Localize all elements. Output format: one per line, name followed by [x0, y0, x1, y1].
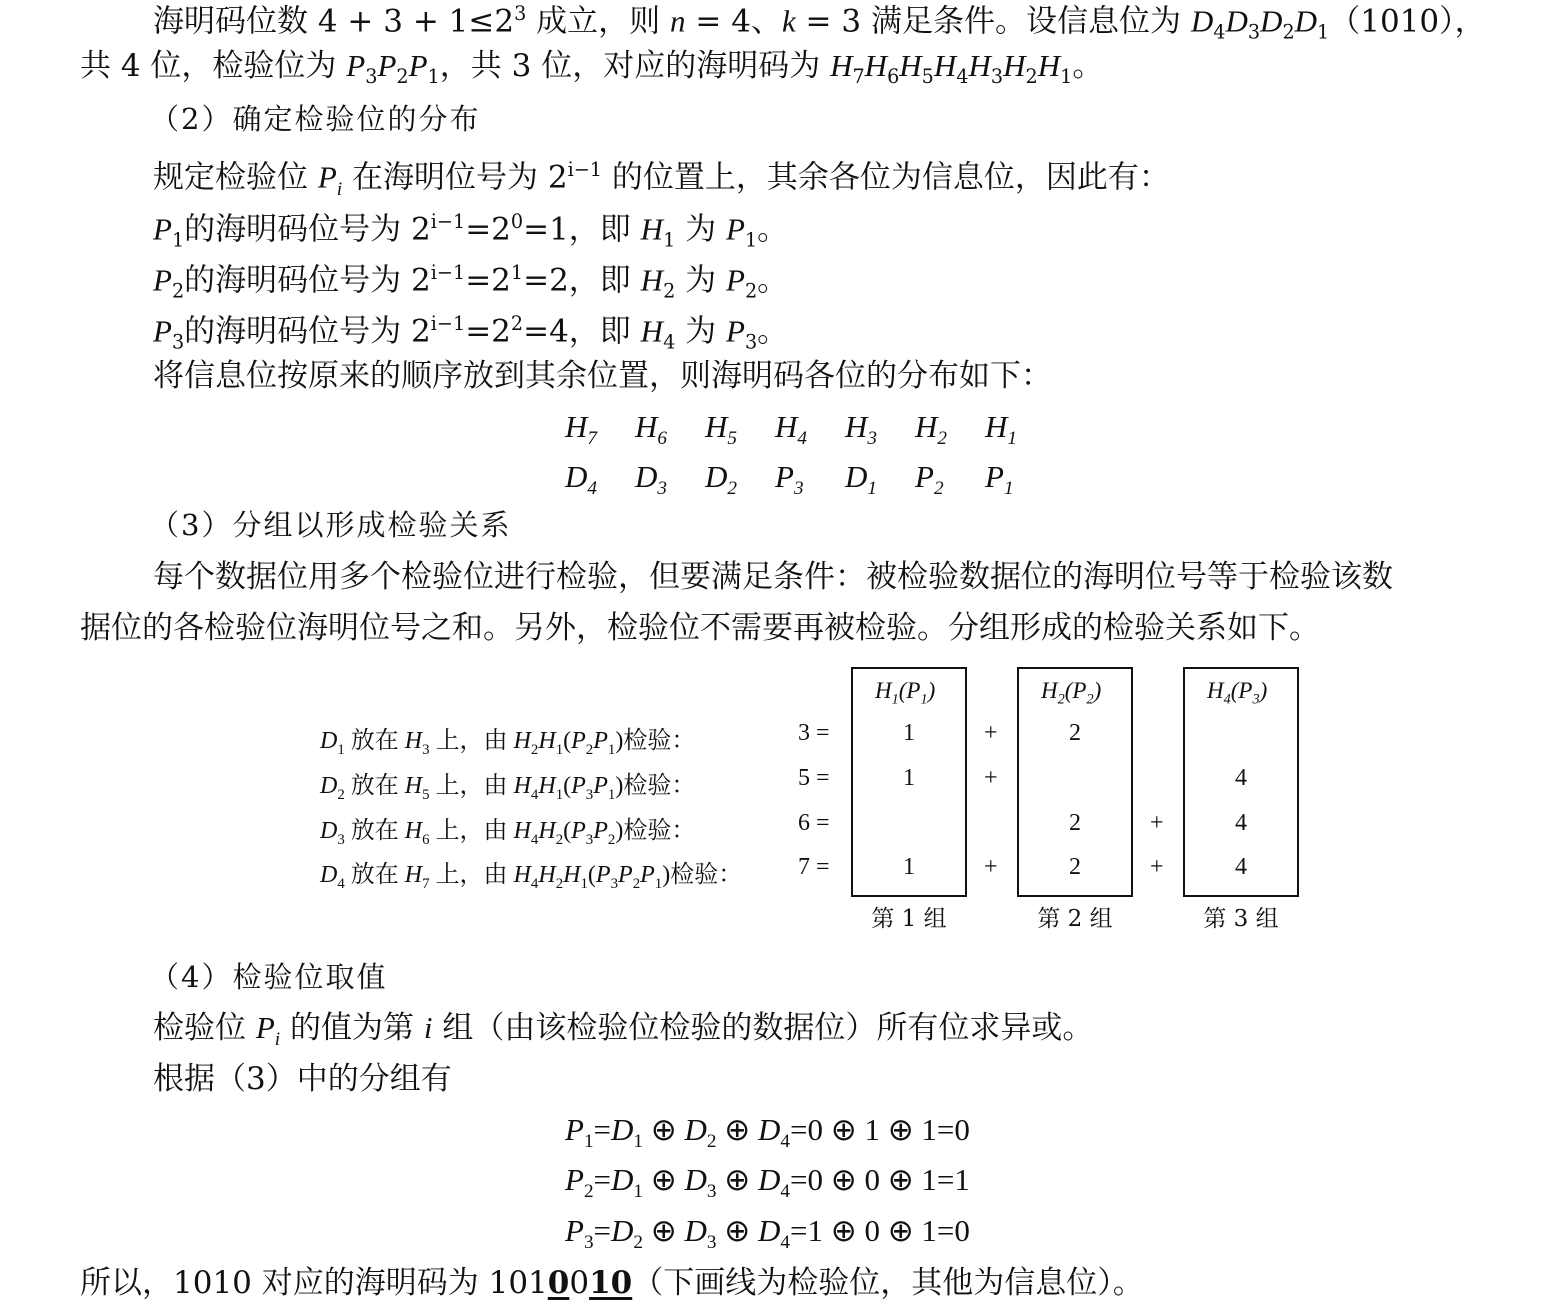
grid-row-positions: [565, 405, 1055, 455]
row-sum-7: 7 =: [798, 854, 830, 880]
group-3-value: 4: [1235, 765, 1247, 791]
equation-p3: $P_3=D_2$ ⊕ $D_3$ ⊕ $D_4=1$ ⊕ 0 ⊕ 1=0: [565, 1213, 970, 1254]
check-row-d3: $D_3$ 放在 $H_6$ 上，由 $H_4H_2(P_3P_2)$检验：: [320, 818, 696, 848]
conclusion: 所以，1010 对应的海明码为 1010010（下画线为检验位，其他为信息位）。: [80, 1265, 1144, 1301]
grid-position-cell: $H_1$: [985, 409, 1017, 450]
equation-p2: $P_2=D_1$ ⊕ $D_3$ ⊕ $D_4=0$ ⊕ 0 ⊕ 1=1: [565, 1162, 970, 1203]
intro-line-2: 共 4 位，检验位为 $P_3P_2P_1$，共 3 位，对应的海明码为 $H_7H_6H_5H_4H_3H_2H_1$。: [80, 48, 1104, 89]
grid-bit-cell: $D_4$: [565, 459, 597, 500]
grid-bit-cell: $D_1$: [845, 459, 877, 500]
grid-position-cell: $H_3$: [845, 409, 877, 450]
group-2-value: 2: [1069, 854, 1081, 880]
section-3-para-2: 据位的各检验位海明位号之和。另外，检验位不需要再被检验。分组形成的检验关系如下。: [80, 610, 1320, 646]
section-3-para-1: 每个数据位用多个检验位进行检验，但要满足条件：被检验数据位的海明位号等于检验该数: [153, 559, 1393, 595]
grid-position-cell: $H_6$: [635, 409, 667, 450]
section-2-rule: 规定检验位 $P_i$ 在海明位号为 $2^{i-1}$ 的位置上，其余各位为信息位，因此有：: [153, 158, 1170, 200]
grid-bit-cell: $P_2$: [915, 459, 944, 500]
check-row-d4: $D_4$ 放在 $H_7$ 上，由 $H_4H_2H_1(P_3P_2P_1)$检验：: [320, 862, 743, 892]
section-3-heading: （3）分组以形成检验关系: [150, 508, 512, 542]
group-1-value: 1: [903, 765, 915, 791]
grid-bit-cell: $P_1$: [985, 459, 1014, 500]
row-sum-3: 3 =: [798, 720, 830, 746]
grid-bit-cell: $D_2$: [705, 459, 737, 500]
plus-sign: +: [984, 720, 998, 746]
plus-sign: +: [984, 765, 998, 791]
group-3-value: 4: [1235, 810, 1247, 836]
group-2-value: 2: [1069, 810, 1081, 836]
plus-sign: +: [1150, 810, 1164, 836]
plus-sign: +: [984, 854, 998, 880]
check-row-d2: $D_2$ 放在 $H_5$ 上，由 $H_4H_1(P_3P_1)$检验：: [320, 773, 696, 803]
group-2-label: 第 2 组: [1037, 906, 1113, 932]
grid-position-cell: $H_2$: [915, 409, 947, 450]
p1-position: $P_1$的海明码位号为 $2^{i-1}=2^0=1$，即 $H_1$ 为 $P_1$。: [153, 210, 789, 252]
group-1-label: 第 1 组: [871, 906, 947, 932]
grid-position-cell: $H_5$: [705, 409, 737, 450]
section-4-according: 根据（3）中的分组有: [153, 1061, 452, 1097]
grid-position-cell: $H_7$: [565, 409, 597, 450]
group-3-value: 4: [1235, 854, 1247, 880]
distribution-intro: 将信息位按原来的顺序放到其余位置，则海明码各位的分布如下：: [153, 358, 1052, 394]
grid-position-cell: $H_4$: [775, 409, 807, 450]
row-sum-5: 5 =: [798, 765, 830, 791]
equation-p1: $P_1=D_1$ ⊕ $D_2$ ⊕ $D_4=0$ ⊕ 1 ⊕ 1=0: [565, 1112, 970, 1153]
p3-position: $P_3$的海明码位号为 $2^{i-1}=2^2=4$，即 $H_4$ 为 $P_3$。: [153, 312, 789, 354]
grid-bit-cell: $D_3$: [635, 459, 667, 500]
section-4-rule: 检验位 $P_i$ 的值为第 i 组（由该检验位检验的数据位）所有位求异或。: [153, 1010, 1094, 1051]
group-1-value: 1: [903, 854, 915, 880]
section-2-heading: （2）确定检验位的分布: [150, 102, 481, 136]
group-2-title: $H_2(P_2)$: [1041, 678, 1102, 708]
group-3-title: $H_4(P_3)$: [1207, 678, 1268, 708]
grid-row-bits: [565, 455, 1055, 505]
grid-bit-cell: $P_3$: [775, 459, 804, 500]
group-2-value: 2: [1069, 720, 1081, 746]
group-3-label: 第 3 组: [1203, 906, 1279, 932]
intro-line-1: 海明码位数 $4 + 3 + 1\le 2^3$ 成立，则 n = 4、k = 3 满足条件。设信息位为 $D_4D_3D_2D_1(1010)$，: [153, 2, 1486, 44]
check-row-d1: $D_1$ 放在 $H_3$ 上，由 $H_2H_1(P_2P_1)$检验：: [320, 728, 696, 758]
plus-sign: +: [1150, 854, 1164, 880]
group-1-value: 1: [903, 720, 915, 746]
group-1-title: $H_1(P_1)$: [875, 678, 936, 708]
p2-position: $P_2$的海明码位号为 $2^{i-1}=2^1=2$，即 $H_2$ 为 $P_2$。: [153, 261, 789, 303]
hamming-distribution-grid: [565, 405, 1055, 505]
section-4-heading: （4）检验位取值: [150, 960, 388, 994]
row-sum-6: 6 =: [798, 810, 830, 836]
